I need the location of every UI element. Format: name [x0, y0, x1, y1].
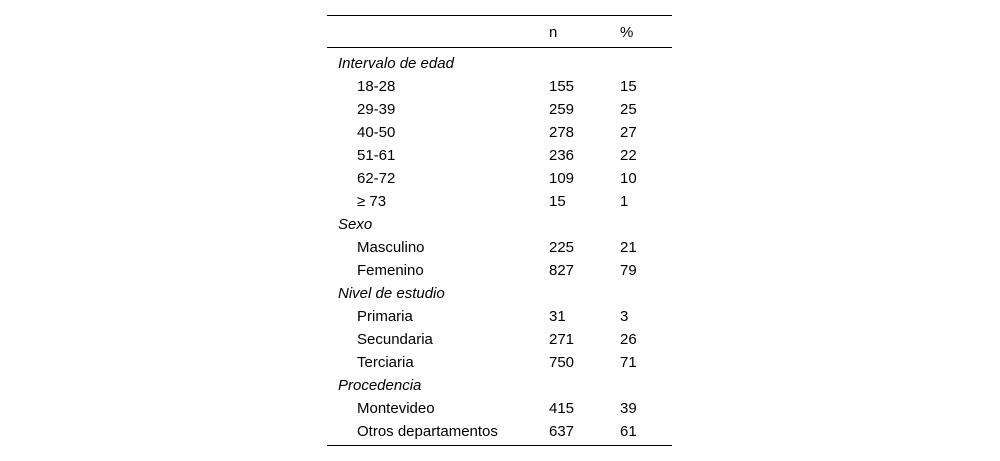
row-percent: 79 [620, 262, 637, 279]
section-label: Nivel de estudio [338, 285, 445, 302]
table-row [327, 419, 672, 442]
section-label: Intervalo de edad [338, 55, 454, 72]
row-n: 415 [549, 400, 575, 417]
row-label: 51-61 [357, 147, 396, 164]
row-percent: 71 [620, 354, 637, 371]
section-label: Procedencia [338, 377, 422, 394]
header-percent: % [620, 24, 634, 41]
row-label: Terciaria [357, 354, 414, 371]
row-n: 259 [549, 101, 575, 118]
row-percent: 22 [620, 147, 637, 164]
row-percent: 10 [620, 170, 637, 187]
demographics-table [327, 15, 672, 446]
row-percent: 3 [620, 308, 629, 325]
row-label: 29-39 [357, 101, 396, 118]
row-percent: 21 [620, 239, 637, 256]
row-percent: 1 [620, 193, 629, 210]
row-percent: 27 [620, 124, 637, 141]
table-row [327, 327, 672, 350]
table-row [327, 143, 672, 166]
row-n: 236 [549, 147, 575, 164]
row-percent: 15 [620, 78, 637, 95]
row-label: 62-72 [357, 170, 396, 187]
table-row [327, 189, 672, 212]
row-percent: 25 [620, 101, 637, 118]
bottom-rule [327, 445, 672, 446]
row-n: 155 [549, 78, 575, 95]
row-n: 109 [549, 170, 575, 187]
row-label: Femenino [357, 262, 424, 279]
row-n: 278 [549, 124, 575, 141]
row-label: Otros departamentos [357, 423, 498, 440]
row-percent: 61 [620, 423, 637, 440]
row-label: Montevideo [357, 400, 435, 417]
table-row [327, 396, 672, 419]
row-label: ≥ 73 [357, 193, 387, 210]
table-row [327, 350, 672, 373]
row-label: 18-28 [357, 78, 396, 95]
table-header [327, 16, 672, 47]
table-row [327, 97, 672, 120]
row-n: 15 [549, 193, 566, 210]
table-row [327, 120, 672, 143]
header-n: n [549, 24, 558, 41]
row-n: 271 [549, 331, 575, 348]
row-percent: 39 [620, 400, 637, 417]
row-n: 827 [549, 262, 575, 279]
table-row [327, 74, 672, 97]
row-n: 750 [549, 354, 575, 371]
section-row [327, 51, 672, 74]
table-row [327, 304, 672, 327]
section-row [327, 281, 672, 304]
row-label: Secundaria [357, 331, 433, 348]
row-n: 637 [549, 423, 575, 440]
row-label: Masculino [357, 239, 425, 256]
row-label: Primaria [357, 308, 413, 325]
row-n: 31 [549, 308, 566, 325]
section-row [327, 212, 672, 235]
section-row [327, 373, 672, 396]
row-percent: 26 [620, 331, 637, 348]
table-row [327, 258, 672, 281]
section-label: Sexo [338, 216, 373, 233]
row-n: 225 [549, 239, 575, 256]
table-row [327, 235, 672, 258]
row-label: 40-50 [357, 124, 396, 141]
header-rule [327, 47, 672, 48]
table-row [327, 166, 672, 189]
